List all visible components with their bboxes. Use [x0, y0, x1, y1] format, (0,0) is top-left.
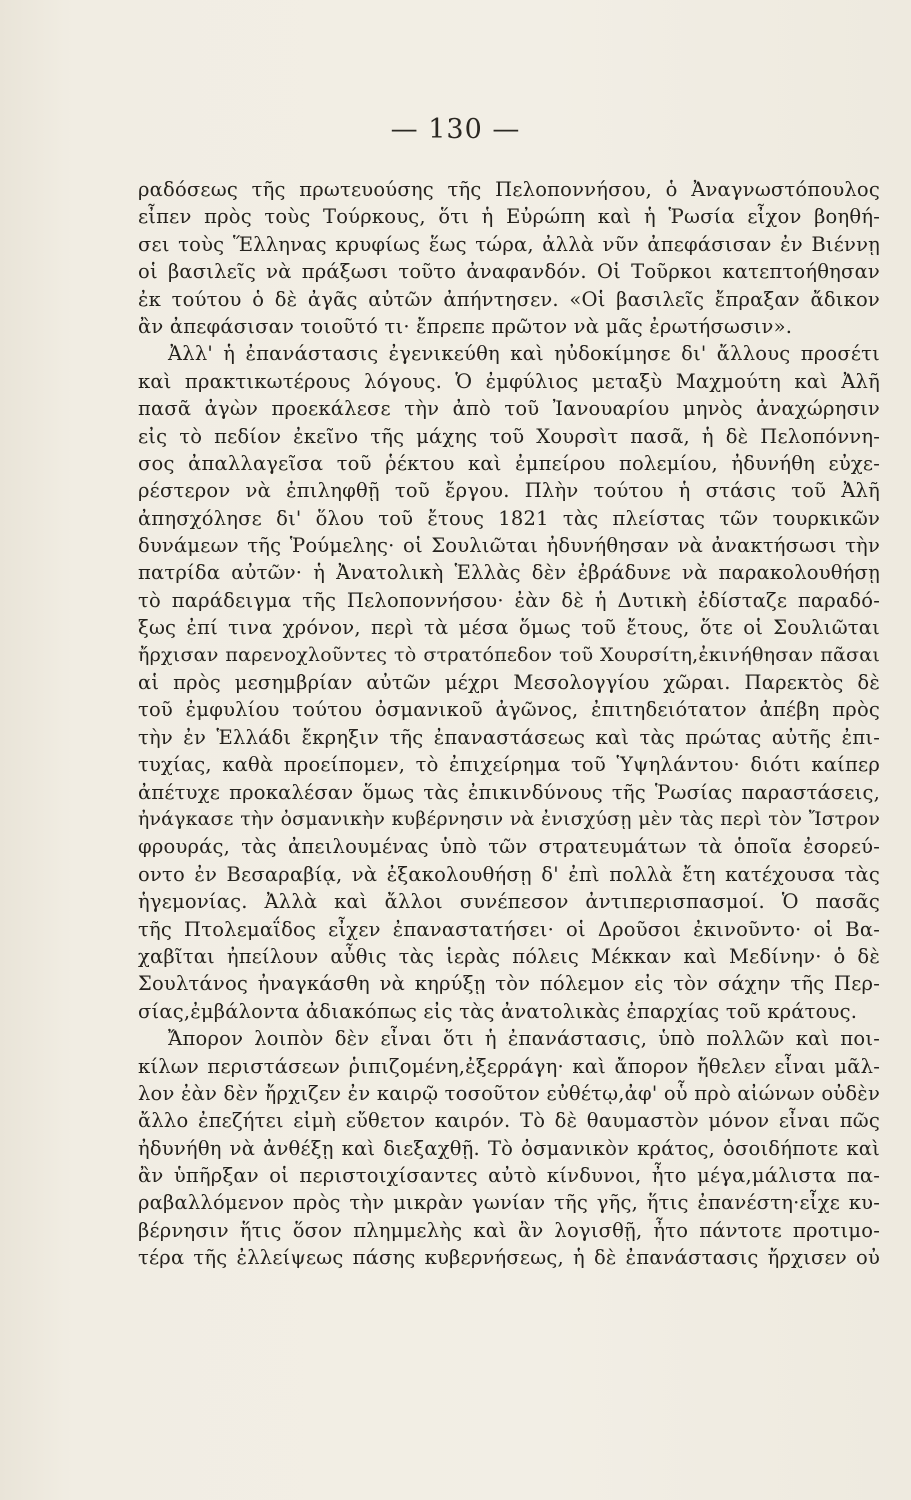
- text-line: κίλων περιστάσεων ῥιπιζομένη,ἐξερράγη· καὶ ἄπορον ἤθελεν εἶναι μᾶλ-: [138, 1054, 880, 1078]
- text-line: σος ἀπαλλαγεῖσα τοῦ ῥέκτου καὶ ἐμπείρου πολεμίου, ἠδυνήθη εὐχε-: [138, 451, 880, 475]
- text-line: τέρα τῆς ἐλλείψεως πάσης κυβερνήσεως, ἡ δὲ ἐπανάστασις ἤρχισεν οὐ: [138, 1246, 880, 1270]
- text-line: πατρίδα αὐτῶν· ἡ Ἀνατολικὴ Ἑλλὰς δὲν ἐβράδυνε νὰ παρακολουθήσῃ: [138, 561, 880, 585]
- text-line: τὴν ἐν Ἑλλάδι ἔκρηξιν τῆς ἐπαναστάσεως καὶ τὰς πρώτας αὐτῆς ἐπι-: [138, 725, 880, 749]
- page-number: — 130 —: [390, 114, 521, 145]
- text-line: ἂν ἀπεφάσισαν τοιοῦτό τι· ἔπρεπε πρῶτον νὰ μᾶς ἐρωτήσωσιν».: [138, 314, 793, 338]
- text-line: ἂν ὑπῆρξαν οἱ περιστοιχίσαντες αὐτὸ κίνδυνοι, ἦτο μέγα,μάλιστα πα-: [138, 1164, 880, 1188]
- text-line: τῆς Πτολεμαΐδος εἶχεν ἐπαναστατήσει· οἱ Δροῦσοι ἐκινοῦντο· οἱ Βα-: [138, 917, 880, 941]
- text-line: οἱ βασιλεῖς νὰ πράξωσι τοῦτο ἀναφανδόν. Οἱ Τοῦρκοι κατεπτοήθησαν: [138, 260, 880, 284]
- text-line: Ἀλλ' ἡ ἐπανάστασις ἐγενικεύθη καὶ ηὐδοκίμησε δι' ἄλλους προσέτι: [168, 342, 880, 366]
- text-line: δυνάμεων τῆς Ῥούμελης· οἱ Σουλιῶται ἠδυνήθησαν νὰ ἀνακτήσωσι τὴν: [138, 534, 880, 558]
- text-line: τυχίας, καθὰ προείπομεν, τὸ ἐπιχείρημα τοῦ Ὑψηλάντου· διότι καίπερ: [138, 753, 880, 777]
- text-line: εἶπεν πρὸς τοὺς Τούρκους, ὅτι ἡ Εὐρώπη καὶ ἡ Ῥωσία εἶχον βοηθή-: [138, 205, 880, 229]
- text-line: ραβαλλόμενον πρὸς τὴν μικρὰν γωνίαν τῆς γῆς, ἥτις ἐπανέστη·εἶχε κυ-: [138, 1191, 880, 1215]
- text-line: τὸ παράδειγμα τῆς Πελοποννήσου· ἐὰν δὲ ἡ Δυτικὴ ἐδίσταζε παραδό-: [138, 588, 880, 612]
- text-line: βέρνησιν ἥτις ὅσον πλημμελὴς καὶ ἂν λογισθῇ, ἦτο πάντοτε προτιμο-: [138, 1218, 880, 1242]
- text-line: οντο ἐν Βεσαραβίᾳ, νὰ ἐξακολουθήσῃ δ' ἐπὶ πολλὰ ἔτη κατέχουσα τὰς: [138, 862, 880, 886]
- text-line: χαβῖται ἠπείλουν αὖθις τὰς ἱερὰς πόλεις Μέκκαν καὶ Μεδίνην· ὁ δὲ: [138, 944, 880, 968]
- text-line: ξως ἐπί τινα χρόνον, περὶ τὰ μέσα ὅμως τοῦ ἔτους, ὅτε οἱ Σουλιῶται: [138, 616, 880, 640]
- text-line: εἰς τὸ πεδίον ἐκεῖνο τῆς μάχης τοῦ Χουρσὶτ πασᾶ, ἡ δὲ Πελοπόννη-: [138, 424, 880, 448]
- text-line: ἤρχισαν παρενοχλοῦντες τὸ στρατόπεδον τοῦ Χουρσίτη,ἐκινήθησαν πᾶσαι: [138, 643, 880, 666]
- text-line: ἠνάγκασε τὴν ὀσμανικὴν κυβέρνησιν νὰ ἐνισχύσῃ μὲν τὰς περὶ τὸν Ἴστρον: [138, 807, 880, 830]
- text-line: ἄλλο ἐπεζήτει εἰμὴ εὔθετον καιρόν. Τὸ δὲ θαυμαστὸν μόνον εἶναι πῶς: [138, 1109, 880, 1133]
- text-line: τοῦ ἐμφυλίου τούτου ὀσμανικοῦ ἀγῶνος, ἐπιτηδειότατον ἀπέβη πρὸς: [138, 698, 880, 722]
- text-line: φρουράς, τὰς ἀπειλουμένας ὑπὸ τῶν στρατευμάτων τὰ ὁποῖα ἐσορεύ-: [138, 835, 880, 859]
- text-line: αἱ πρὸς μεσημβρίαν αὐτῶν μέχρι Μεσολογγίου χῶραι. Παρεκτὸς δὲ: [138, 671, 880, 695]
- text-line: ἠδυνήθη νὰ ἀνθέξῃ καὶ διεξαχθῇ. Τὸ ὀσμανικὸν κράτος, ὁσοιδήποτε καὶ: [138, 1136, 880, 1160]
- text-line: σίας,ἐμβάλοντα ἀδιακόπως εἰς τὰς ἀνατολικὰς ἐπαρχίας τοῦ κράτους.: [138, 999, 858, 1023]
- text-line: ἐκ τούτου ὁ δὲ ἀγᾶς αὐτῶν ἀπήντησεν. «Οἱ βασιλεῖς ἔπραξαν ἄδικον: [138, 287, 880, 311]
- text-line: Ἄπορον λοιπὸν δὲν εἶναι ὅτι ἡ ἐπανάστασις, ὑπὸ πολλῶν καὶ ποι-: [168, 1027, 880, 1051]
- text-line: πασᾶ ἀγὼν προεκάλεσε τὴν ἀπὸ τοῦ Ἰανουαρίου μηνὸς ἀναχώρησιν: [138, 397, 880, 421]
- text-line: λον ἐὰν δὲν ἤρχιζεν ἐν καιρῷ τοσοῦτον εὐθέτῳ,ἀφ' οὗ πρὸ αἰώνων οὐδὲν: [138, 1081, 880, 1105]
- text-line: ραδόσεως τῆς πρωτευούσης τῆς Πελοποννήσου, ὁ Ἀναγνωστόπουλος: [138, 178, 880, 201]
- text-line: καὶ πρακτικωτέρους λόγους. Ὁ ἐμφύλιος μεταξὺ Μαχμούτη καὶ Ἀλῆ: [138, 369, 880, 393]
- text-line: ἀπέτυχε προκαλέσαν ὅμως τὰς ἐπικινδύνους τῆς Ῥωσίας παραστάσεις,: [138, 780, 880, 804]
- text-line: ἡγεμονίας. Ἀλλὰ καὶ ἄλλοι συνέπεσον ἀντιπερισπασμοί. Ὁ πασᾶς: [138, 890, 880, 914]
- text-line: ἀπησχόλησε δι' ὅλου τοῦ ἔτους 1821 τὰς πλείστας τῶν τουρκικῶν: [138, 506, 880, 530]
- text-line: ρέστερον νὰ ἐπιληφθῇ τοῦ ἔργου. Πλὴν τούτου ἡ στάσις τοῦ Ἀλῆ: [138, 479, 880, 503]
- text-line: Σουλτάνος ἠναγκάσθη νὰ κηρύξῃ τὸν πόλεμον εἰς τὸν σάχην τῆς Περ-: [138, 972, 880, 996]
- body-text: [138, 176, 880, 1272]
- text-line: σει τοὺς Ἕλληνας κρυφίως ἕως τώρα, ἀλλὰ νῦν ἀπεφάσισαν ἐν Βιέννῃ: [138, 232, 880, 256]
